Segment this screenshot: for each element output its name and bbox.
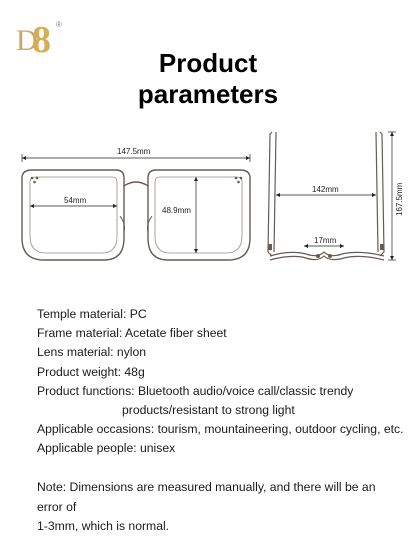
right-lens-outer [148, 170, 250, 260]
registered-mark: ® [56, 20, 62, 29]
left-lens-outer [22, 170, 124, 260]
total-width-label: 147.5mm [117, 147, 151, 156]
logo-letter-d: D [16, 24, 38, 57]
spec-applicable-occasions: Applicable occasions: tourism, mountaineering, outdoor cycling, etc. [37, 422, 404, 437]
arrow-inner-left [276, 193, 280, 197]
arrow-inner-right [372, 193, 376, 197]
bridge [124, 182, 148, 186]
left-temple-inner [274, 132, 276, 252]
lens-width-label: 54mm [64, 196, 87, 205]
arrow-temple-top [390, 132, 394, 136]
spec-product-functions: Product functions: Bluetooth audio/voice call/classic trendy [37, 383, 354, 398]
front-rim-top-view-lower [270, 256, 384, 260]
left-lens-inner [30, 177, 117, 253]
temple-length-label: 167.5mm [395, 182, 404, 216]
note-line-2: 1-3mm, which is normal. [37, 519, 170, 533]
spec-applicable-people: Applicable people: unisex [37, 441, 176, 456]
front-view-glasses [22, 170, 250, 260]
note-line-1: Note: Dimensions are measured manually, and there will be an error of [37, 480, 376, 514]
glasses-dimension-diagram [0, 120, 416, 280]
logo-digit-8: 8 [32, 19, 51, 61]
spec-temple-material: Temple material: PC [37, 307, 147, 321]
spec-list [37, 305, 407, 459]
left-temple [268, 132, 272, 256]
arrow-total-left [22, 156, 26, 160]
title-line-1: Product [158, 48, 258, 78]
front-rim-top-view [270, 252, 384, 256]
page-title [0, 48, 416, 110]
arrow-height-bottom [194, 249, 198, 253]
arrow-bridge-right [340, 244, 344, 248]
measurement-note [37, 478, 397, 537]
spec-product-functions-cont: products/resistant to strong light [122, 403, 295, 418]
spec-lens-material: Lens material: nylon [37, 345, 147, 360]
arrow-lens-right [113, 204, 117, 208]
arrow-height-top [194, 177, 198, 181]
lens-height-label: 48.9mm [162, 206, 191, 215]
right-lens-inner [155, 177, 242, 253]
frame-inner-width-label: 142mm [312, 185, 339, 194]
arrow-temple-bottom [390, 256, 394, 260]
spec-product-weight: Product weight: 48g [37, 364, 145, 379]
title-line-2: parameters [137, 79, 279, 109]
right-temple-inner [376, 132, 378, 252]
arrow-total-right [246, 156, 250, 160]
spec-frame-material: Frame material: Acetate fiber sheet [37, 326, 227, 341]
right-temple [380, 132, 384, 256]
bridge-width-label: 17mm [314, 236, 337, 245]
arrow-bridge-left [304, 244, 308, 248]
front-dimension-lines [22, 154, 250, 253]
arrow-lens-left [30, 204, 34, 208]
